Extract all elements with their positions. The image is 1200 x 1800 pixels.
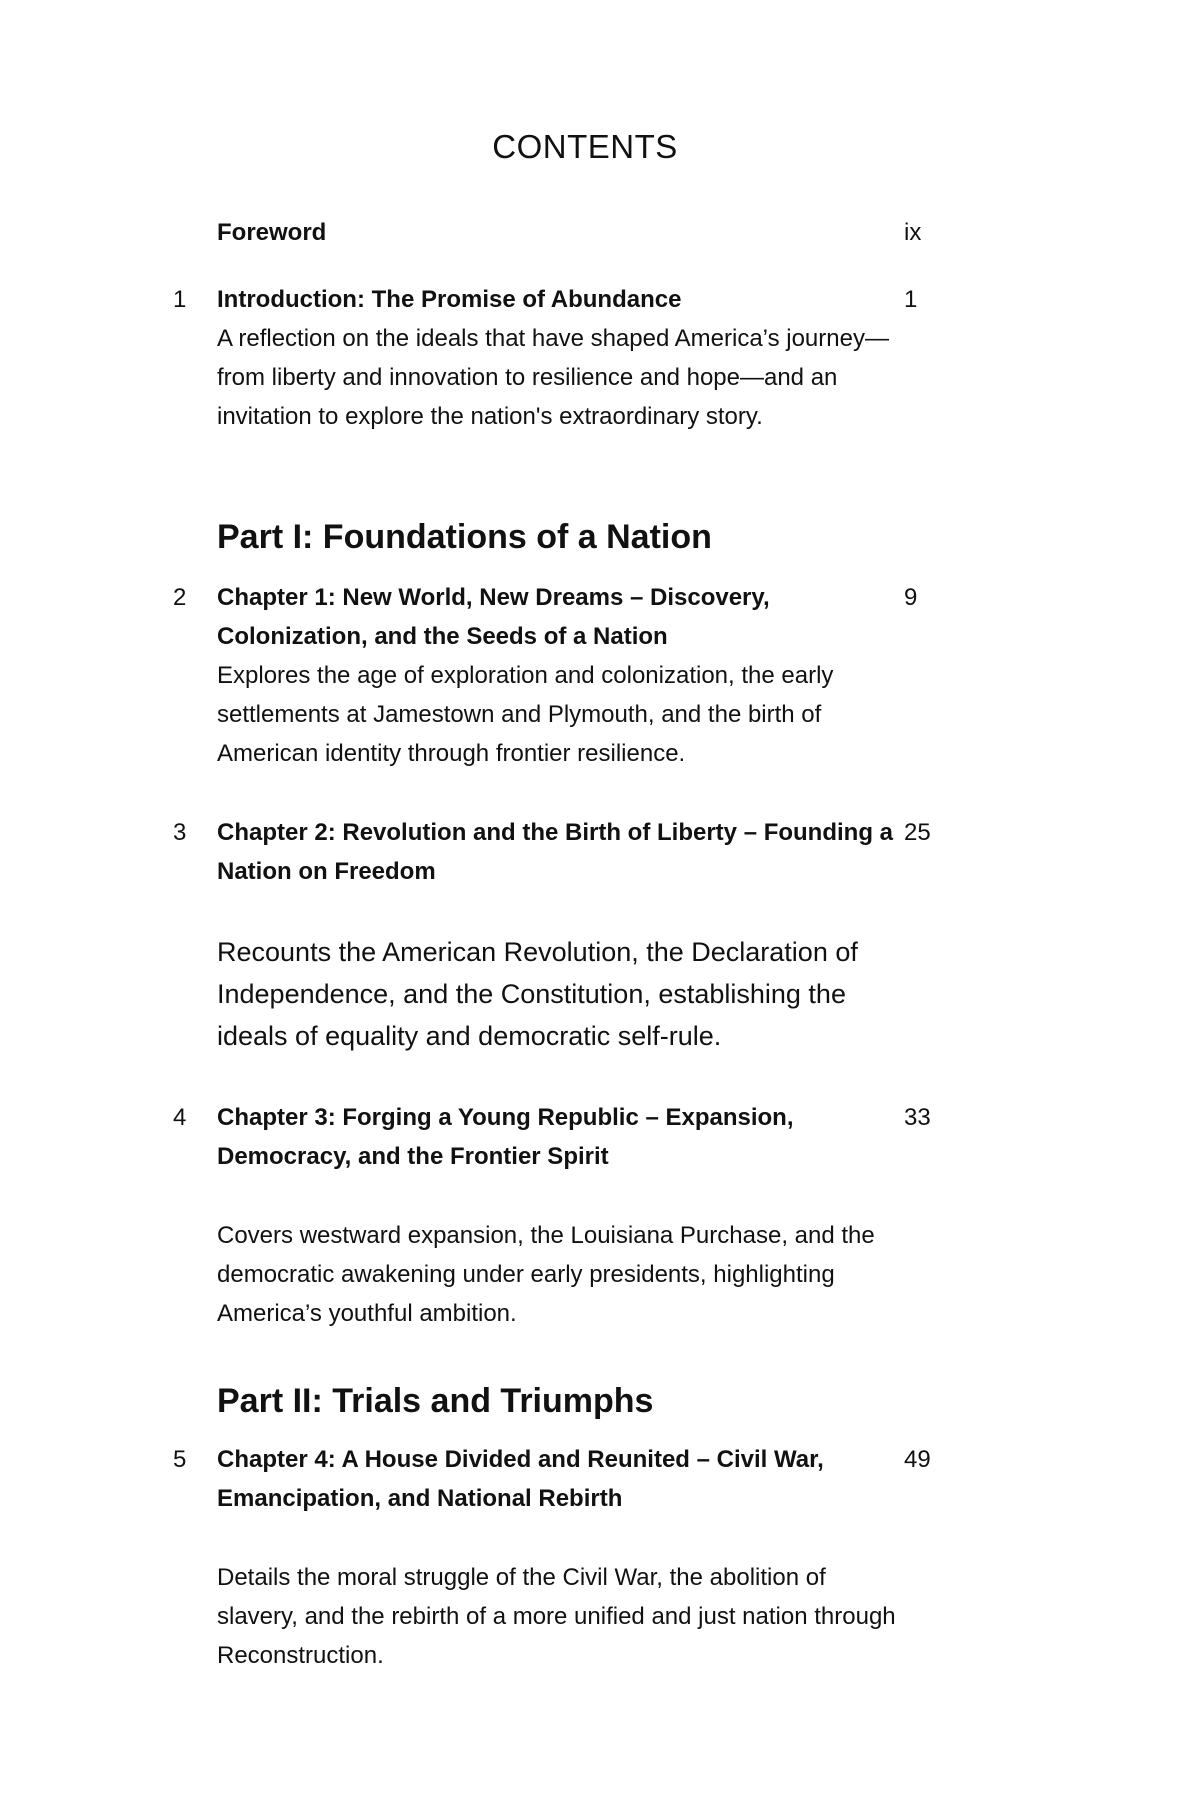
- entry-title: Chapter 2: Revolution and the Birth of Liberty – Founding a Nation on Freedom: [217, 819, 894, 885]
- entry-number: 5: [173, 1446, 187, 1473]
- entry-description: A reflection on the ideals that have shaped America’s journey—from liberty and innovation to resilience and hope—and an invitation to explore the nation's extraordinary story.: [217, 325, 889, 430]
- entry-page-number: 49: [904, 1446, 931, 1473]
- part-heading: Part II: Trials and Triumphs: [217, 1382, 654, 1420]
- entry-description: Recounts the American Revolution, the Declaration of Independence, and the Constitution, establishing the ideals of equality and democratic self-rule.: [217, 937, 858, 1051]
- entry-page-number: ix: [904, 219, 922, 246]
- entry-number: 1: [173, 286, 187, 313]
- entry-page-number: 33: [904, 1104, 931, 1131]
- entry-title: Introduction: The Promise of Abundance: [217, 286, 682, 313]
- part-heading: Part I: Foundations of a Nation: [217, 518, 712, 556]
- entry-page-number: 25: [904, 819, 931, 846]
- entry-page-number: 9: [904, 584, 918, 611]
- entry-number: 4: [173, 1104, 187, 1131]
- entry-title: Chapter 3: Forging a Young Republic – Expansion, Democracy, and the Frontier Spirit: [217, 1104, 794, 1170]
- entry-description: Explores the age of exploration and colonization, the early settlements at Jamestown and Plymouth, and the birth of American identity through frontier resilience.: [217, 662, 834, 767]
- entry-title: Chapter 1: New World, New Dreams – Discovery, Colonization, and the Seeds of a Nation: [217, 584, 770, 650]
- entry-number: 3: [173, 819, 187, 846]
- entry-number: 2: [173, 584, 187, 611]
- entry-title: Foreword: [217, 219, 327, 246]
- entry-description: Covers westward expansion, the Louisiana Purchase, and the democratic awakening under early presidents, highlighting America’s youthful ambition.: [217, 1222, 875, 1327]
- entry-description: Details the moral struggle of the Civil War, the abolition of slavery, and the rebirth of a more unified and just nation through Reconstruction.: [217, 1564, 896, 1669]
- page-title: CONTENTS: [492, 128, 678, 165]
- entry-title: Chapter 4: A House Divided and Reunited – Civil War, Emancipation, and National Rebirth: [217, 1446, 824, 1512]
- entry-page-number: 1: [904, 286, 918, 313]
